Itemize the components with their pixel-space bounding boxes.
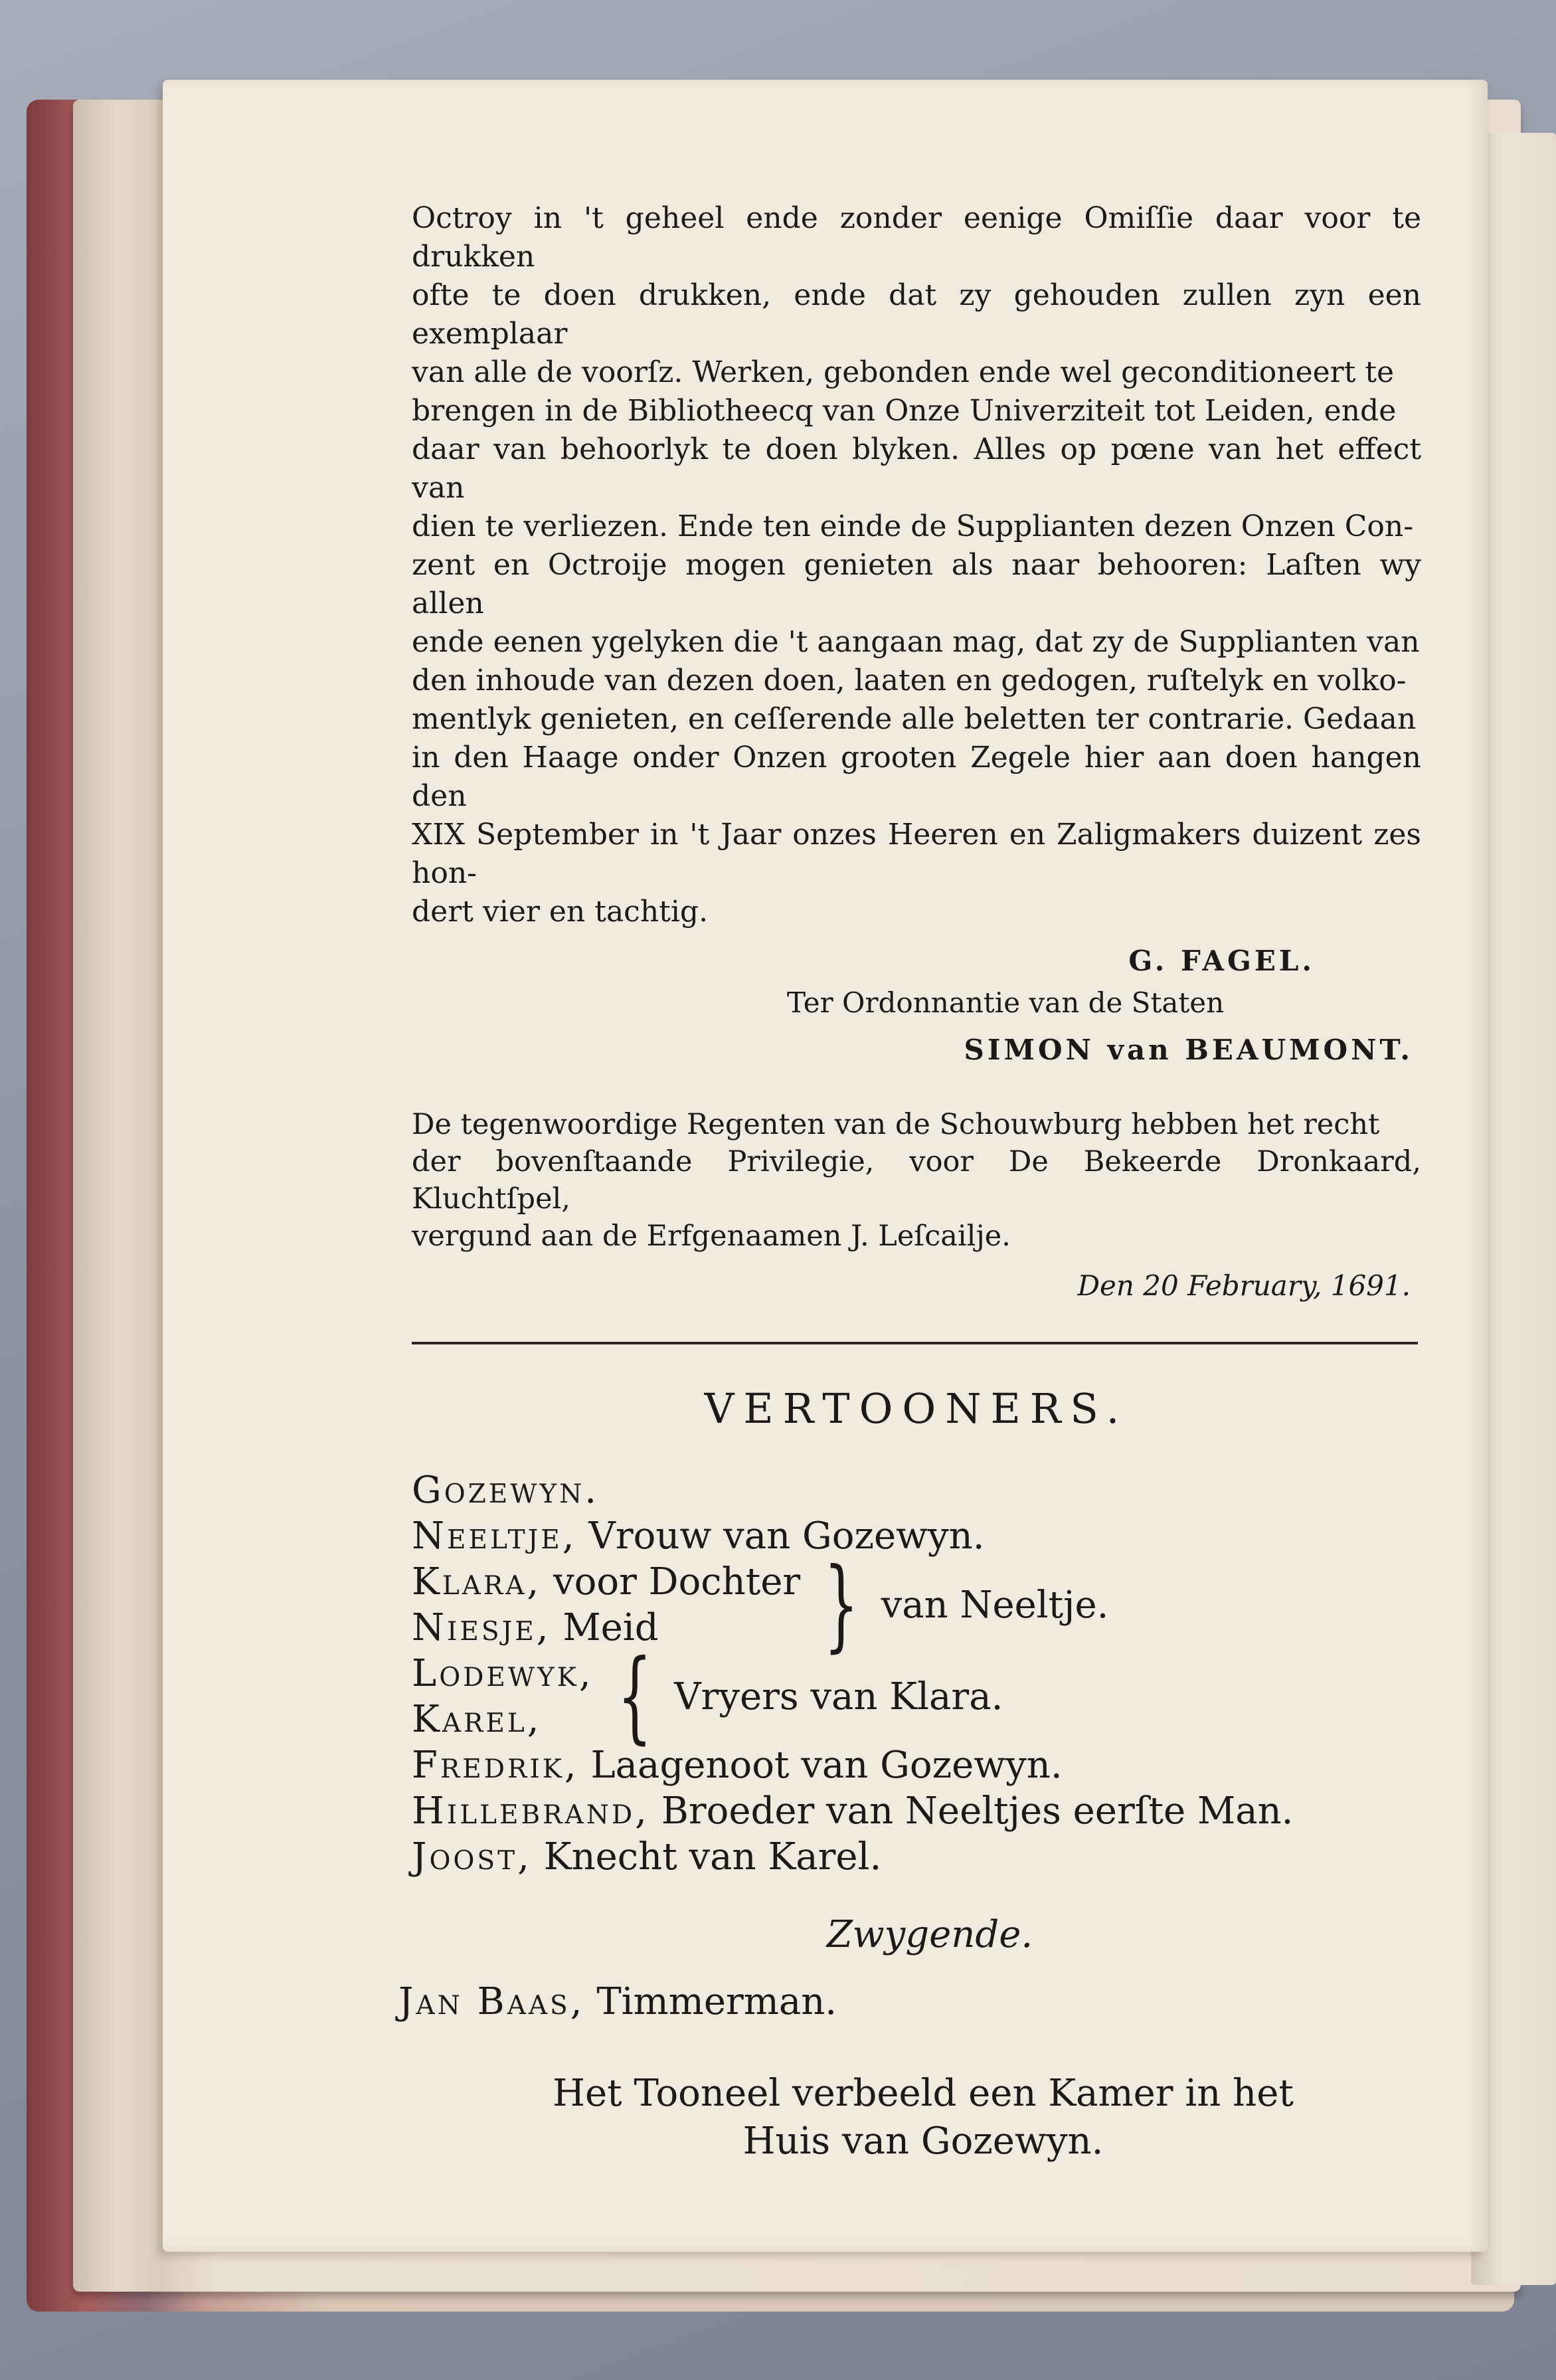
cast-group <box>412 1547 1421 1663</box>
brace-icon: { <box>617 1639 652 1754</box>
character-name: Fredrik, <box>412 1744 579 1787</box>
page-text <box>398 199 1421 2163</box>
privilege-line: den inhoude van dezen doen, laaten en gedogen, ruſtelyk en volko- <box>412 664 1407 697</box>
character-role: voor Dochter <box>553 1560 801 1603</box>
character-name: Jan Baas, <box>398 1980 585 2023</box>
character-role: Vrouw van Gozewyn. <box>588 1514 985 1558</box>
privilege-line: mentlyk genieten, en ceſſerende alle beletten ter contrarie. Gedaan <box>412 702 1417 736</box>
cast-row <box>412 1834 1421 1880</box>
privilege-line: zent en Octroije mogen genieten als naar behooren: Laſten wy allen <box>412 548 1421 620</box>
signature-beaumont: SIMON van BEAUMONT. <box>964 1034 1413 1066</box>
cast-row <box>412 1605 800 1651</box>
scene-line: Het Tooneel verbeeld een Kamer in het <box>553 2072 1294 2115</box>
brace-icon: } <box>823 1547 859 1663</box>
signature-fagel: G. FAGEL. <box>1128 945 1315 977</box>
character-name: Karel, <box>412 1698 542 1741</box>
privilege-line: dien te verliezen. Ende ten einde de Supplianten dezen Onzen Con- <box>412 509 1414 543</box>
regents-line: De tegenwoordige Regenten van de Schouwburg hebben het recht <box>412 1108 1380 1141</box>
cast-group-names <box>412 1559 800 1651</box>
scene-description <box>412 2070 1421 2165</box>
character-name: Lodewyk, <box>412 1652 594 1695</box>
signature-note: Ter Ordonnantie van de Staten <box>787 986 1225 1019</box>
regents-line: vergund aan de Erfgenaamen J. Leſcailje. <box>412 1220 1011 1253</box>
cast-row <box>412 1467 1421 1513</box>
group-role: Vryers van Klara. <box>674 1675 1003 1718</box>
character-name: Klara, <box>412 1560 542 1603</box>
privilege-line: van alle de voorſz. Werken, gebonden ende wel geconditioneert te <box>412 355 1395 389</box>
privilege-line: daar van behoorlyk te doen blyken. Alles op pœne van het effect van <box>412 432 1421 505</box>
privilege-line: dert vier en tachtig. <box>412 895 709 929</box>
cast-group-names <box>412 1651 594 1742</box>
privilege-line: ende eenen ygelyken die 't aangaan mag, dat zy de Supplianten van <box>412 625 1420 659</box>
character-name: Niesje, <box>412 1606 551 1649</box>
cast-row <box>412 1651 594 1696</box>
privilege-text <box>412 199 1421 931</box>
date-line: Den 20 February, 1691. <box>1077 1269 1411 1302</box>
privilege-line: XIX September in 't Jaar onzes Heeren en Zaligmakers duizent zes hon- <box>412 818 1421 890</box>
character-role: Knecht van Karel. <box>543 1835 882 1878</box>
cast-group <box>412 1639 1421 1754</box>
cast-row <box>412 1513 1421 1559</box>
cast-row <box>412 1788 1421 1834</box>
silent-heading: Zwygende. <box>826 1913 1033 1956</box>
cast-row <box>412 1559 800 1605</box>
character-name: Hillebrand, <box>412 1789 649 1833</box>
regents-line: der bovenſtaande Privilegie, voor De Bekeerde Dronkaard, Kluchtſpel, <box>412 1145 1421 1216</box>
silent-character <box>398 1980 1421 2023</box>
character-name: Gozewyn. <box>412 1469 600 1512</box>
character-role: Broeder van Neeltjes eerſte Man. <box>661 1789 1294 1833</box>
character-name: Neeltje, <box>412 1514 577 1558</box>
privilege-line: ofte te doen drukken, ende dat zy gehouden zullen zyn een exemplaar <box>412 278 1421 351</box>
regents-text <box>412 1106 1421 1255</box>
character-role: Meid <box>562 1606 659 1649</box>
character-role: Laagenoot van Gozewyn. <box>590 1744 1063 1787</box>
cast-title: VERTOONERS. <box>704 1384 1129 1433</box>
cast-list <box>412 1467 1421 1880</box>
group-role: van Neeltje. <box>881 1583 1109 1627</box>
privilege-line: Octroy in 't geheel ende zonder eenige Omiſſie daar voor te drukken <box>412 201 1421 274</box>
privilege-line: in den Haage onder Onzen grooten Zegele hier aan doen hangen den <box>412 741 1421 813</box>
cast-row <box>412 1696 594 1742</box>
cast-row <box>412 1742 1421 1788</box>
privilege-line: brengen in de Bibliotheecq van Onze Univerziteit tot Leiden, ende <box>412 394 1397 428</box>
scene-line: Huis van Gozewyn. <box>742 2120 1104 2163</box>
character-role: Timmerman. <box>596 1980 837 2023</box>
character-name: Joost, <box>412 1835 532 1878</box>
horizontal-rule <box>412 1342 1418 1344</box>
